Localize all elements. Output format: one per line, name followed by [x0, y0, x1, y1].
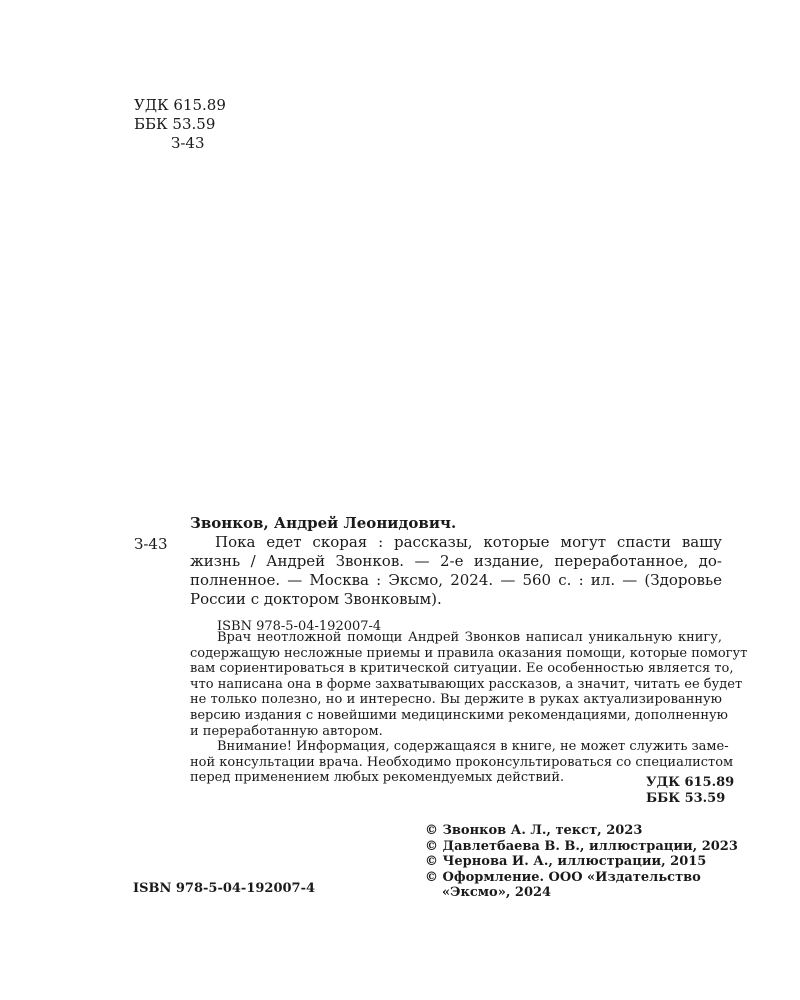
copyright-line: © Давлетбаева В. В., иллюстрации, 2023	[425, 838, 738, 854]
bibliographic-record	[190, 514, 722, 636]
bbk-code-right: ББК 53.59	[646, 791, 726, 806]
copyright-line: © Чернова И. А., иллюстрации, 2015	[425, 854, 707, 869]
annotation-line: не только полезно, но и интересно. Вы держите в руках актуализированную	[190, 692, 722, 708]
warning-line: Внимание! Информация, содержащаяся в книге, не может служить заме-	[217, 739, 729, 755]
description-line: России с доктором Звонковым).	[190, 590, 442, 608]
description-line: Пока едет скорая : рассказы, которые могут спасти вашу	[215, 533, 722, 551]
description-line: полненное. — Москва : Эксмо, 2024. — 560 с. : ил. — (Здоровье	[190, 571, 722, 589]
annotation-line: содержащую несложные приемы и правила оказания помощи, которые помогут	[190, 645, 748, 661]
copyright-block	[425, 823, 738, 901]
annotation-line: и переработанную автором.	[190, 723, 383, 739]
classification-right	[646, 775, 734, 807]
copyright-line: © Оформление. ООО «Издательство	[425, 869, 701, 885]
annotation-line: что написана она в форме захватывающих рассказов, а значит, читать ее будет	[190, 676, 743, 692]
bbk-code-top: ББК 53.59	[134, 115, 216, 133]
description-line: жизнь / Андрей Звонков. — 2-е издание, переработанное, до-	[190, 552, 722, 570]
annotation-line: вам сориентироваться в критической ситуации. Ее особенностью является то,	[190, 661, 734, 677]
author-mark-side: З-43	[134, 535, 168, 553]
isbn-bottom: ISBN 978-5-04-192007-4	[133, 881, 316, 896]
copyright-line: © Звонков А. Л., текст, 2023	[425, 823, 643, 838]
udk-code-top: УДК 615.89	[134, 96, 226, 114]
annotation	[190, 630, 748, 786]
author-name: Звонков, Андрей Леонидович.	[190, 514, 457, 532]
copyright-line: «Эксмо», 2024	[442, 885, 552, 900]
bibliographic-description	[190, 533, 722, 609]
isbn-inline: ISBN 978-5-04-192007-4	[217, 619, 382, 634]
warning-line: ной консультации врача. Необходимо проконсультироваться со специалистом	[190, 754, 734, 770]
author-mark-top: З-43	[171, 134, 205, 152]
udk-code-right: УДК 615.89	[646, 775, 735, 790]
annotation-line: версию издания с новейшими медицинскими рекомендациями, дополненную	[190, 707, 728, 723]
annotation-line: Врач неотложной помощи Андрей Звонков написал уникальную книгу,	[217, 630, 722, 645]
warning-line: перед применением любых рекомендуемых действий.	[190, 770, 565, 786]
